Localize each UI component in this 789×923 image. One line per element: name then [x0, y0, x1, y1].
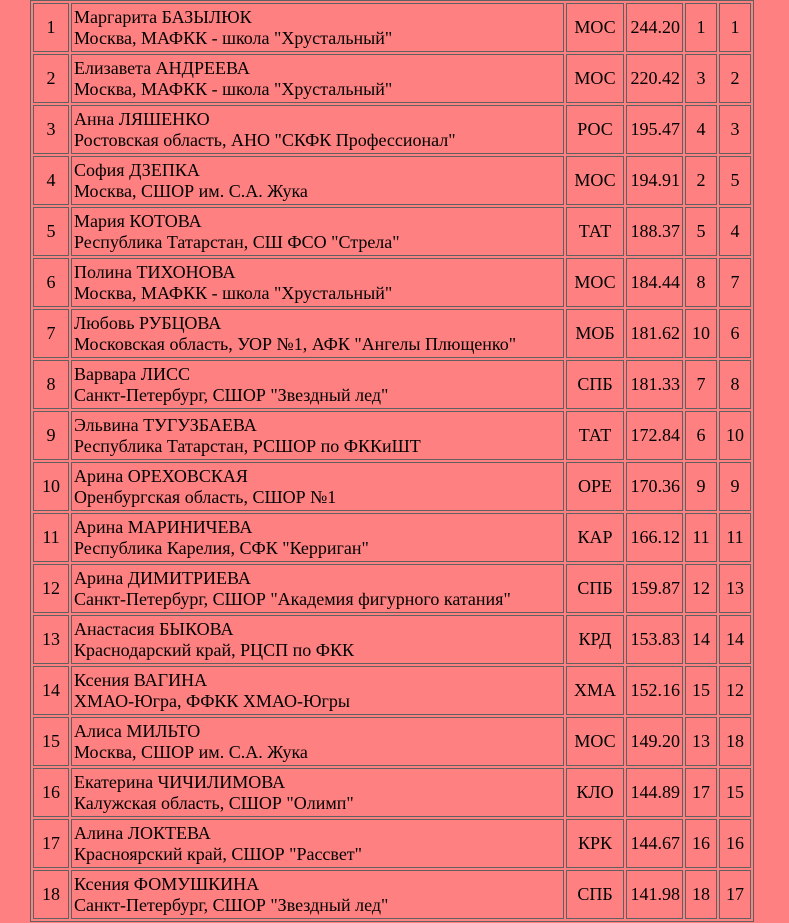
points-cell: 144.67	[626, 819, 683, 868]
region-cell: РОС	[566, 105, 624, 154]
region-cell: МОС	[566, 156, 624, 205]
points-cell: 184.44	[626, 258, 683, 307]
place-cell: 14	[33, 666, 69, 715]
place-cell: 5	[33, 207, 69, 256]
skater-name: Ксения ФОМУШКИНА	[74, 873, 260, 894]
skater-club: Краснодарский край, РЦСП по ФКК	[74, 639, 354, 660]
short-program-place-cell: 17	[685, 768, 717, 817]
short-program-place-cell: 10	[685, 309, 717, 358]
place-cell: 1	[33, 3, 69, 52]
free-skate-place-cell: 18	[719, 717, 751, 766]
skater-cell	[71, 462, 564, 511]
place-cell: 17	[33, 819, 69, 868]
place-cell: 12	[33, 564, 69, 613]
skater-name: Алиса МИЛЬТО	[74, 720, 201, 741]
skater-cell	[71, 207, 564, 256]
skater-club: Москва, МАФКК - школа "Хрустальный"	[74, 78, 393, 99]
points-cell: 244.20	[626, 3, 683, 52]
skater-club: Ростовская область, АНО "СКФК Профессионал"	[74, 129, 456, 150]
points-cell: 144.89	[626, 768, 683, 817]
free-skate-place-cell: 11	[719, 513, 751, 562]
table-row	[33, 360, 751, 409]
free-skate-place-cell: 13	[719, 564, 751, 613]
skater-name: Арина ОРЕХОВСКАЯ	[74, 465, 248, 486]
region-cell: СПБ	[566, 870, 624, 919]
region-cell: МОС	[566, 258, 624, 307]
short-program-place-cell: 14	[685, 615, 717, 664]
free-skate-place-cell: 16	[719, 819, 751, 868]
place-cell: 15	[33, 717, 69, 766]
skater-club: Республика Карелия, СФК "Керриган"	[74, 537, 369, 558]
skater-cell	[71, 513, 564, 562]
skater-cell	[71, 819, 564, 868]
free-skate-place-cell: 9	[719, 462, 751, 511]
place-cell: 4	[33, 156, 69, 205]
free-skate-place-cell: 3	[719, 105, 751, 154]
skater-club: Красноярский край, СШОР "Рассвет"	[74, 843, 363, 864]
points-cell: 153.83	[626, 615, 683, 664]
points-cell: 194.91	[626, 156, 683, 205]
skater-cell	[71, 258, 564, 307]
skater-club: Москва, МАФКК - школа "Хрустальный"	[74, 27, 393, 48]
skater-cell	[71, 3, 564, 52]
skater-cell	[71, 309, 564, 358]
skater-club: Калужская область, СШОР "Олимп"	[74, 792, 354, 813]
table-row	[33, 258, 751, 307]
results-body	[33, 3, 751, 919]
region-cell: ТАТ	[566, 411, 624, 460]
free-skate-place-cell: 14	[719, 615, 751, 664]
skater-club: Санкт-Петербург, СШОР "Звездный лед"	[74, 384, 389, 405]
points-cell: 141.98	[626, 870, 683, 919]
free-skate-place-cell: 1	[719, 3, 751, 52]
region-cell: МОБ	[566, 309, 624, 358]
skater-club: Республика Татарстан, СШ ФСО "Стрела"	[74, 231, 400, 252]
skater-name: София ДЗЕПКА	[74, 159, 200, 180]
skater-name: Ксения ВАГИНА	[74, 669, 208, 690]
points-cell: 181.62	[626, 309, 683, 358]
free-skate-place-cell: 4	[719, 207, 751, 256]
place-cell: 11	[33, 513, 69, 562]
short-program-place-cell: 13	[685, 717, 717, 766]
short-program-place-cell: 11	[685, 513, 717, 562]
region-cell: КРД	[566, 615, 624, 664]
table-row	[33, 513, 751, 562]
table-row	[33, 564, 751, 613]
region-cell: КРК	[566, 819, 624, 868]
skater-name: Полина ТИХОНОВА	[74, 261, 236, 282]
points-cell: 195.47	[626, 105, 683, 154]
region-cell: СПБ	[566, 564, 624, 613]
skater-name: Маргарита БАЗЫЛЮК	[74, 6, 252, 27]
points-cell: 181.33	[626, 360, 683, 409]
table-row	[33, 717, 751, 766]
short-program-place-cell: 8	[685, 258, 717, 307]
skater-cell	[71, 768, 564, 817]
free-skate-place-cell: 6	[719, 309, 751, 358]
skater-name: Любовь РУБЦОВА	[74, 312, 222, 333]
table-row	[33, 54, 751, 103]
skater-cell	[71, 156, 564, 205]
table-row	[33, 156, 751, 205]
region-cell: МОС	[566, 3, 624, 52]
table-row	[33, 105, 751, 154]
short-program-place-cell: 1	[685, 3, 717, 52]
short-program-place-cell: 3	[685, 54, 717, 103]
short-program-place-cell: 18	[685, 870, 717, 919]
skater-name: Анастасия БЫКОВА	[74, 618, 234, 639]
points-cell: 159.87	[626, 564, 683, 613]
points-cell: 149.20	[626, 717, 683, 766]
skater-name: Мария КОТОВА	[74, 210, 202, 231]
table-row	[33, 819, 751, 868]
skater-name: Варвара ЛИСС	[74, 363, 190, 384]
skater-cell	[71, 54, 564, 103]
skater-club: Санкт-Петербург, СШОР "Академия фигурного катания"	[74, 588, 511, 609]
place-cell: 6	[33, 258, 69, 307]
points-cell: 170.36	[626, 462, 683, 511]
region-cell: МОС	[566, 54, 624, 103]
place-cell: 9	[33, 411, 69, 460]
table-row	[33, 768, 751, 817]
short-program-place-cell: 4	[685, 105, 717, 154]
table-row	[33, 207, 751, 256]
skater-club: Москва, СШОР им. С.А. Жука	[74, 180, 308, 201]
table-row	[33, 3, 751, 52]
place-cell: 2	[33, 54, 69, 103]
free-skate-place-cell: 15	[719, 768, 751, 817]
place-cell: 7	[33, 309, 69, 358]
skater-cell	[71, 360, 564, 409]
table-row	[33, 666, 751, 715]
free-skate-place-cell: 12	[719, 666, 751, 715]
skater-cell	[71, 105, 564, 154]
region-cell: КАР	[566, 513, 624, 562]
region-cell: ХМА	[566, 666, 624, 715]
skater-name: Елизавета АНДРЕЕВА	[74, 57, 250, 78]
skater-name: Эльвина ТУГУЗБАЕВА	[74, 414, 257, 435]
skater-club: ХМАО-Югра, ФФКК ХМАО-Югры	[74, 690, 351, 711]
skater-club: Московская область, УОР №1, АФК "Ангелы Плющенко"	[74, 333, 517, 354]
skater-name: Анна ЛЯШЕНКО	[74, 108, 210, 129]
results-table	[30, 0, 754, 922]
free-skate-place-cell: 17	[719, 870, 751, 919]
place-cell: 8	[33, 360, 69, 409]
skater-cell	[71, 564, 564, 613]
skater-cell	[71, 615, 564, 664]
skater-cell	[71, 870, 564, 919]
points-cell: 166.12	[626, 513, 683, 562]
region-cell: СПБ	[566, 360, 624, 409]
skater-club: Оренбургская область, СШОР №1	[74, 486, 337, 507]
free-skate-place-cell: 10	[719, 411, 751, 460]
short-program-place-cell: 2	[685, 156, 717, 205]
place-cell: 3	[33, 105, 69, 154]
short-program-place-cell: 5	[685, 207, 717, 256]
skater-club: Республика Татарстан, РСШОР по ФККиШТ	[74, 435, 421, 456]
free-skate-place-cell: 2	[719, 54, 751, 103]
skater-name: Арина МАРИНИЧЕВА	[74, 516, 253, 537]
short-program-place-cell: 15	[685, 666, 717, 715]
place-cell: 10	[33, 462, 69, 511]
skater-club: Санкт-Петербург, СШОР "Звездный лед"	[74, 894, 389, 915]
skater-cell	[71, 717, 564, 766]
free-skate-place-cell: 7	[719, 258, 751, 307]
region-cell: ОРЕ	[566, 462, 624, 511]
free-skate-place-cell: 5	[719, 156, 751, 205]
table-row	[33, 309, 751, 358]
place-cell: 18	[33, 870, 69, 919]
skater-club: Москва, СШОР им. С.А. Жука	[74, 741, 308, 762]
points-cell: 152.16	[626, 666, 683, 715]
skater-cell	[71, 411, 564, 460]
free-skate-place-cell: 8	[719, 360, 751, 409]
skater-cell	[71, 666, 564, 715]
short-program-place-cell: 16	[685, 819, 717, 868]
points-cell: 220.42	[626, 54, 683, 103]
skater-name: Екатерина ЧИЧИЛИМОВА	[74, 771, 286, 792]
table-row	[33, 870, 751, 919]
table-row	[33, 615, 751, 664]
table-row	[33, 411, 751, 460]
skater-name: Алина ЛОКТЕВА	[74, 822, 211, 843]
skater-name: Арина ДИМИТРИЕВА	[74, 567, 251, 588]
short-program-place-cell: 6	[685, 411, 717, 460]
points-cell: 188.37	[626, 207, 683, 256]
short-program-place-cell: 12	[685, 564, 717, 613]
region-cell: КЛО	[566, 768, 624, 817]
place-cell: 13	[33, 615, 69, 664]
region-cell: МОС	[566, 717, 624, 766]
region-cell: ТАТ	[566, 207, 624, 256]
place-cell: 16	[33, 768, 69, 817]
points-cell: 172.84	[626, 411, 683, 460]
short-program-place-cell: 7	[685, 360, 717, 409]
short-program-place-cell: 9	[685, 462, 717, 511]
table-row	[33, 462, 751, 511]
skater-club: Москва, МАФКК - школа "Хрустальный"	[74, 282, 393, 303]
